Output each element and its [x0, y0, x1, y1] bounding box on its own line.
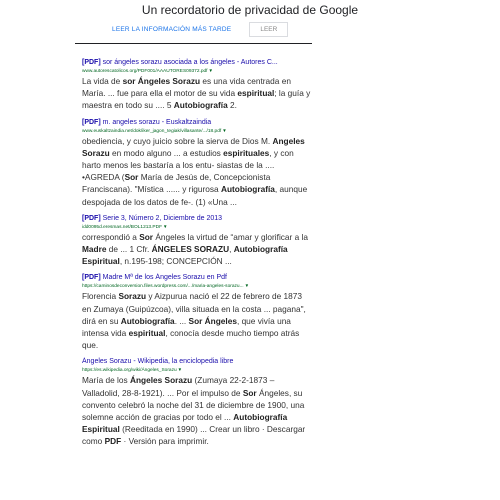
result-title-link[interactable] — [82, 58, 312, 67]
read-later-link[interactable]: LEER LA INFORMACIÓN MÁS TARDE — [112, 26, 232, 33]
pdf-tag: [PDF] — [82, 274, 101, 282]
result-item — [82, 214, 312, 268]
privacy-banner — [0, 0, 500, 48]
result-title: Serie 3, Número 2, Diciembre de 2013 — [102, 214, 223, 222]
dropdown-arrow-icon[interactable]: ▼ — [163, 223, 168, 229]
result-title-link[interactable] — [82, 118, 312, 127]
pdf-tag: [PDF] — [82, 214, 101, 222]
divider — [75, 43, 312, 44]
result-title: Ángeles Sorazu - Wikipedia, la enciclopedia libre — [82, 358, 234, 366]
result-title: m. angeles sorazu - Euskaltzaindia — [102, 118, 212, 126]
dropdown-arrow-icon[interactable]: ▼ — [177, 367, 183, 373]
dropdown-arrow-icon[interactable]: ▼ — [222, 127, 227, 133]
result-url: www.autorescatolicos.org/PDF001/AAAUTORES09372.pdf▼ — [82, 68, 213, 74]
result-title-link[interactable] — [82, 357, 312, 366]
result-title-link[interactable] — [82, 273, 312, 282]
result-title-link[interactable] — [82, 214, 312, 223]
privacy-title: Un recordatorio de privacidad de Google — [141, 3, 359, 17]
result-item — [82, 273, 312, 351]
result-title: sor ángeles sorazu asociada a los ángeles - Autores C... — [102, 59, 278, 66]
read-button[interactable]: LEER — [249, 22, 288, 37]
dropdown-arrow-icon[interactable]: ▼ — [244, 283, 250, 289]
result-snippet: La vida de sor Ángeles Sorazu es una vida centrada en María. ... fue para ella el motor de su vida espiritual; la guía y maestra en todo su .... 5 Autobiografía 2. — [82, 76, 311, 111]
result-snippet: María de los Ángeles Sorazu (Zumaya 22-2-1873 – Valladolid, 28-8-1921). ... Por el impulso de Sor Ángeles, su convento celebró la noche del 31 de diciembre de 1900, una solemne acción de gracias por todo el ... Autobiografía Espiritual (Reeditada en 1990) ... Crear un libro · Descargar como PDF · Versión para imprimir. — [82, 375, 306, 447]
result-item — [82, 118, 312, 208]
result-url: idd0095d.eresmas.net/BOL1213.PDF▼ — [82, 223, 168, 230]
result-snippet: correspondió a Sor Ángeles la virtud de “amar y glorificar a la Madre de ... 1 Cfr. ÁNGELES SORAZU, Autobiografía Espiritual, n.195-198; CONCEPCIÓN ... — [82, 231, 308, 267]
dropdown-arrow-icon[interactable]: ▼ — [208, 68, 213, 73]
result-url: https://caminosdeconversion.files.wordpress.com/.../maria-angeles-sorazu...▼ — [82, 283, 250, 290]
results-list — [82, 58, 312, 454]
result-snippet: obediencia, y cuyo juicio sobre la sierva de Dios M. Angeles Sorazu en modo alguno ... a estudios espirituales, y con harto menos les bastaría a los entu- siastas de la .... •AGREDA (Sor María de Jesús de, Concepcionista Franciscana). "Mística ...... y rigurosa Autobiografía, aunque despojada de los datos de fe-. (1) «Una ... — [82, 135, 308, 207]
privacy-actions — [112, 22, 288, 37]
pdf-tag: [PDF] — [82, 118, 101, 126]
result-url: https://es.wikipedia.org/wiki/Ángeles_Sorazu▼ — [82, 367, 183, 374]
result-item — [82, 357, 312, 447]
result-title: Madre Mª de los Ángeles Sorazu en Pdf — [102, 274, 228, 282]
result-snippet: Florencia Sorazu y Aizpurua nació el 22 de febrero de 1873 en Zumaya (Guipúzcoa), villa situada en la costa ... pagana", dirá en su Autobiografía. ... Sor Ángeles, que vivía una intensa vida espiritual, conocía desde mucho tiempo atrás que. — [82, 291, 306, 351]
pdf-tag: [PDF] — [82, 59, 101, 66]
result-item — [82, 58, 312, 112]
result-url: www.euskaltzaindia.net/dok/iker_jagon_tegiak/villasante/.../18.pdf▼ — [82, 127, 227, 134]
